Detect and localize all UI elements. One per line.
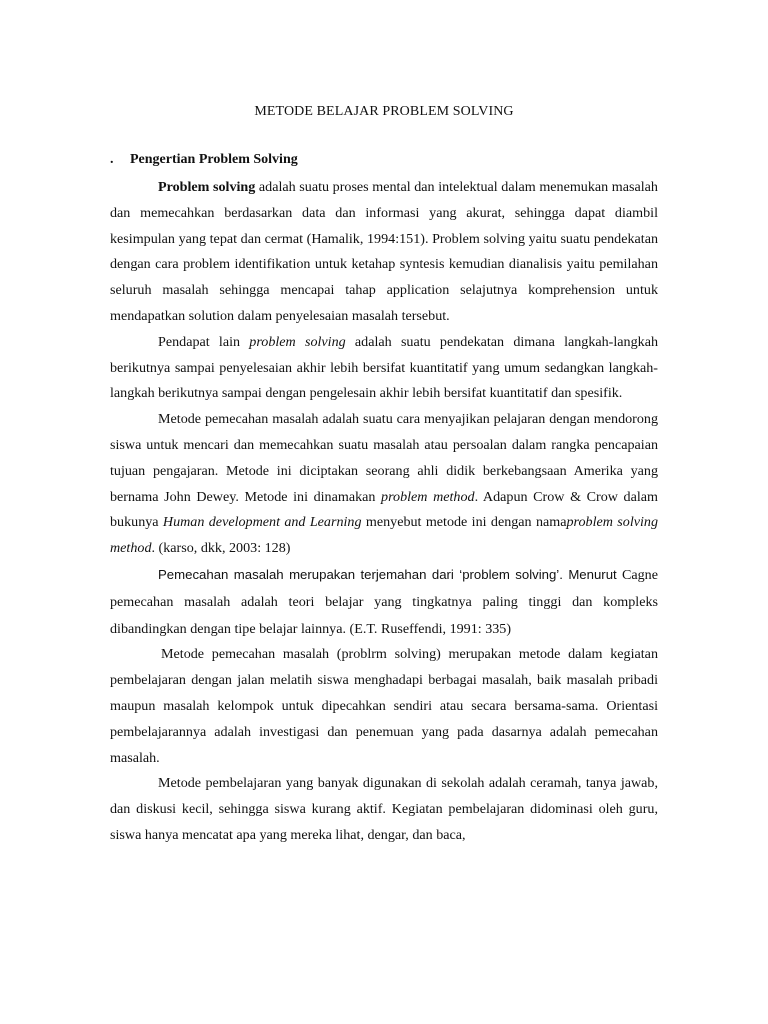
paragraph-4 [110, 562, 658, 642]
page-title: METODE BELAJAR PROBLEM SOLVING [254, 104, 514, 119]
paragraph-3-text4: . (karso, dkk, 2003: 128) [151, 540, 291, 557]
paragraph-3-italic2: Human development and Learning [162, 514, 362, 531]
paragraph-3-text2: . Adapun Crow & Crow dalam bukunya [110, 488, 658, 531]
paragraph-3-italic1: problem method [381, 488, 475, 505]
section-heading-text: Pengertian Problem Solving [130, 152, 298, 167]
paragraph-2 [110, 330, 658, 407]
paragraph-2-italic: problem solving [249, 333, 346, 350]
paragraph-4-sans: Pemecahan masalah merupakan terjemahan dari ‘problem solving’. Menurut [158, 566, 617, 582]
paragraph-1-lead: Problem solving [158, 179, 256, 195]
paragraph-5 [110, 642, 658, 771]
section-heading [110, 152, 298, 168]
paragraph-2-before: Pendapat lain [158, 333, 250, 350]
paragraph-3 [110, 407, 658, 562]
body-text [110, 175, 658, 849]
paragraph-6 [110, 771, 658, 848]
paragraph-1 [110, 175, 658, 330]
paragraph-4-serif: Cagne pemecahan masalah adalah teori belajar yang tingkatnya paling tinggi dan kompleks dibandingkan dengan tipe belajar lainnya. (E.T. Ruseffendi, 1991: 335) [110, 566, 658, 637]
paragraph-3-italic3: problem solving method [110, 514, 659, 557]
paragraph-6-text: Metode pembelajaran yang banyak digunakan di sekolah adalah ceramah, tanya jawab, dan diskusi kecil, sehingga siswa kurang aktif. Kegiatan pembelajaran didominasi oleh guru, siswa hanya mencatat apa yang mereka lihat, dengar, dan baca, [110, 775, 658, 843]
section-bullet: . [110, 152, 114, 167]
paragraph-3-text3: menyebut metode ini dengan nama [361, 514, 567, 531]
paragraph-5-text: Metode pemecahan masalah (problrm solving) merupakan metode dalam kegiatan pembelajaran dengan jalan melatih siswa menghadapi berbagai masalah, baik masalah pribadi maupun masalah kelompok untuk dipecahkan sendiri atau secara bersama-sama. Orientasi pembelajarannya adalah investigasi dan penemuan yang pada dasarnya adalah pemecahan masalah. [110, 646, 658, 766]
paragraph-1-text: adalah suatu proses mental dan intelektual dalam menemukan masalah dan memecahkan berdasarkan data dan informasi yang akurat, sehingga dapat diambil kesimpulan yang tepat dan cermat (Hamalik, 1994:151). Problem solving yaitu suatu pendekatan dengan cara problem identifikation untuk ketahap syntesis kemudian dianalisis yaitu pemilahan seluruh masalah sehingga mencapai tahap application selajutnya komprehension untuk mendapatkan solution dalam penyelesaian masalah tersebut. [110, 179, 658, 324]
paragraph-3-text1: Metode pemecahan masalah adalah suatu cara menyajikan pelajaran dengan mendorong siswa untuk mencari dan memecahkan suatu masalah atau persoalan dalam rangka pencapaian tujuan pengajaran. Metode ini diciptakan seorang ahli didik berkebangsaan Amerika yang bernama John Dewey. Metode ini dinamakan [110, 411, 658, 505]
paragraph-2-after: adalah suatu pendekatan dimana langkah-langkah berikutnya sampai penyelesaian akhir lebih bersifat kuantitatif yang umum sedangkan langkah-langkah berikutnya sampai dengan pengelesain akhir lebih bersifat kuantitatif dan spesifik. [110, 333, 658, 402]
